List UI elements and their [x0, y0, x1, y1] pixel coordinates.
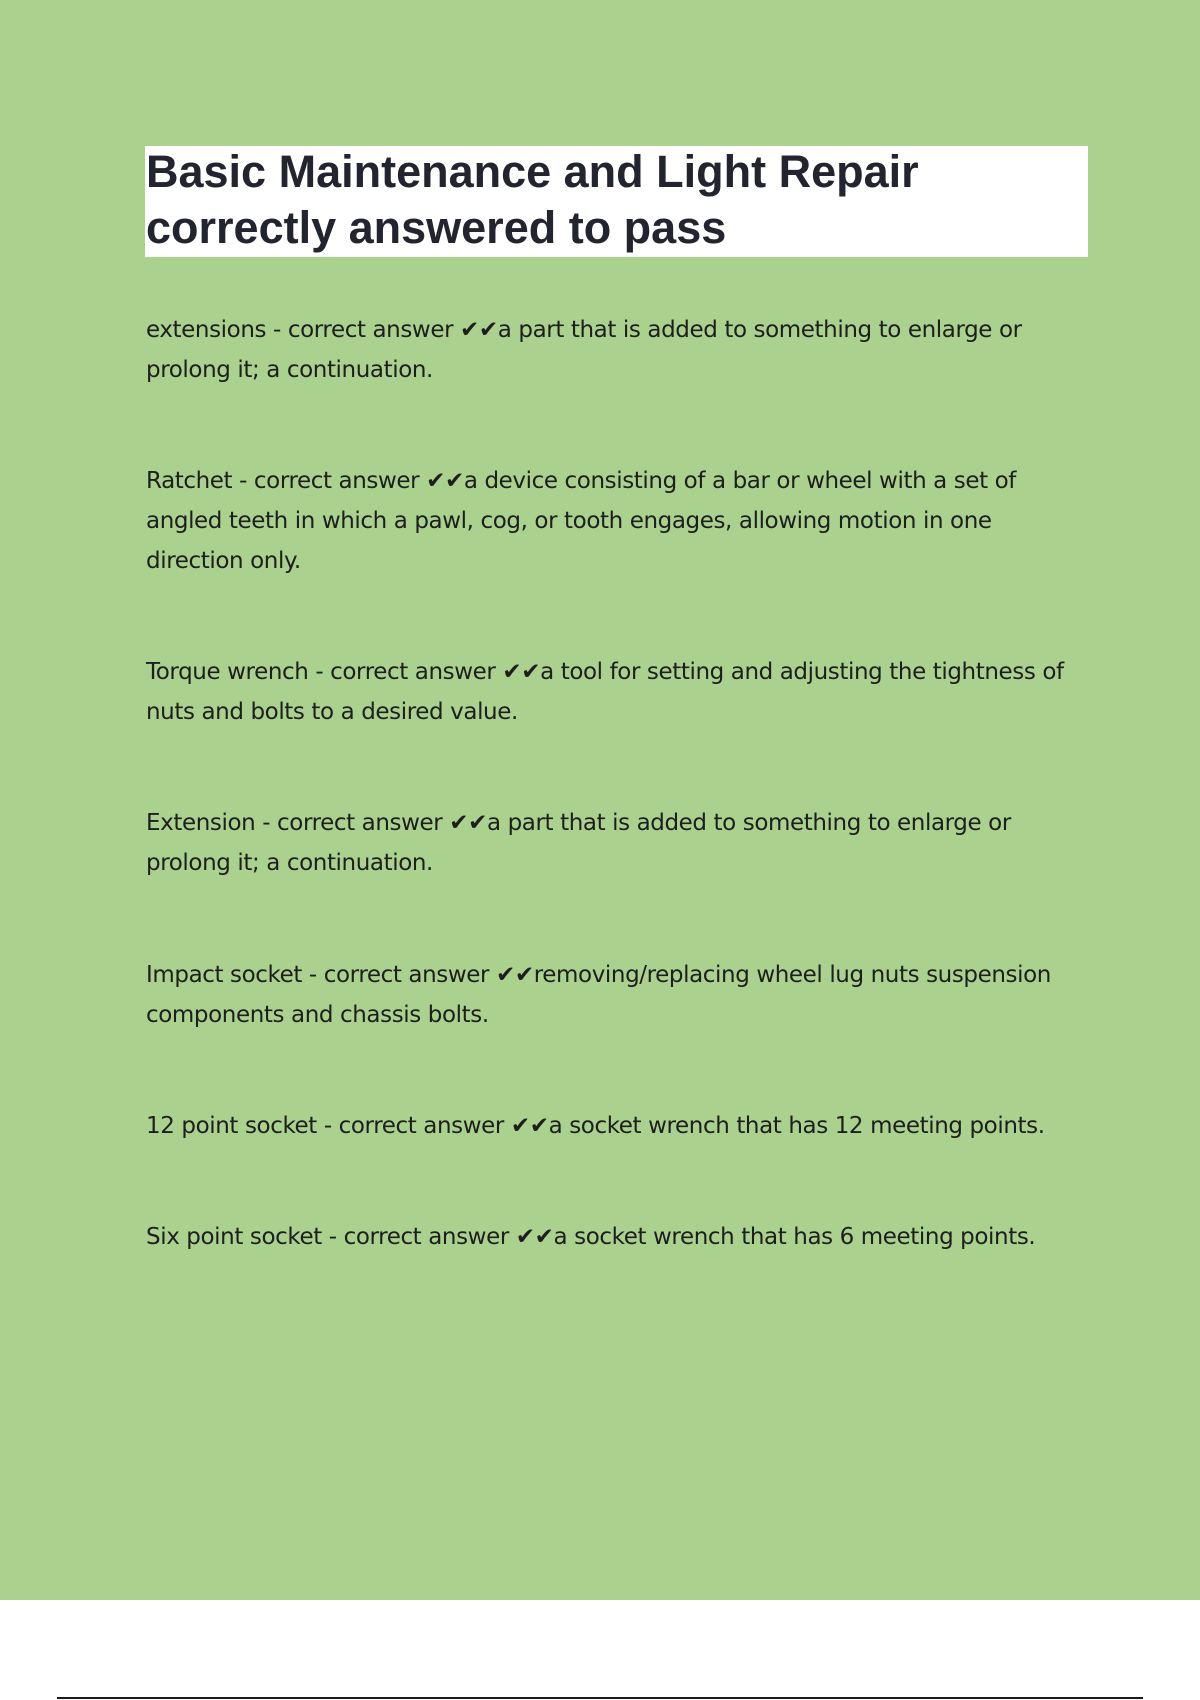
qa-entry-torque-wrench: Torque wrench - correct answer ✔✔a tool for setting and adjusting the tightness of nuts and bolts to a desired value. [146, 659, 1064, 725]
document-title: Basic Maintenance and Light Repair correctly answered to pass [146, 146, 919, 253]
qa-entry-impact-socket: Impact socket - correct answer ✔✔removing/replacing wheel lug nuts suspension components and chassis bolts. [146, 962, 1051, 1028]
qa-entry-12-point-socket: 12 point socket - correct answer ✔✔a socket wrench that has 12 meeting points. [146, 1113, 1045, 1139]
qa-entry-six-point-socket: Six point socket - correct answer ✔✔a socket wrench that has 6 meeting points. [146, 1224, 1036, 1250]
qa-entry-extensions: extensions - correct answer ✔✔a part that is added to something to enlarge or prolong it; a continuation. [146, 317, 1022, 383]
qa-entry-ratchet: Ratchet - correct answer ✔✔a device consisting of a bar or wheel with a set of angled teeth in which a pawl, cog, or tooth engages, allowing motion in one direction only. [146, 468, 1017, 574]
footer-divider [57, 1697, 1143, 1699]
qa-entry-extension: Extension - correct answer ✔✔a part that is added to something to enlarge or prolong it; a continuation. [146, 810, 1011, 876]
